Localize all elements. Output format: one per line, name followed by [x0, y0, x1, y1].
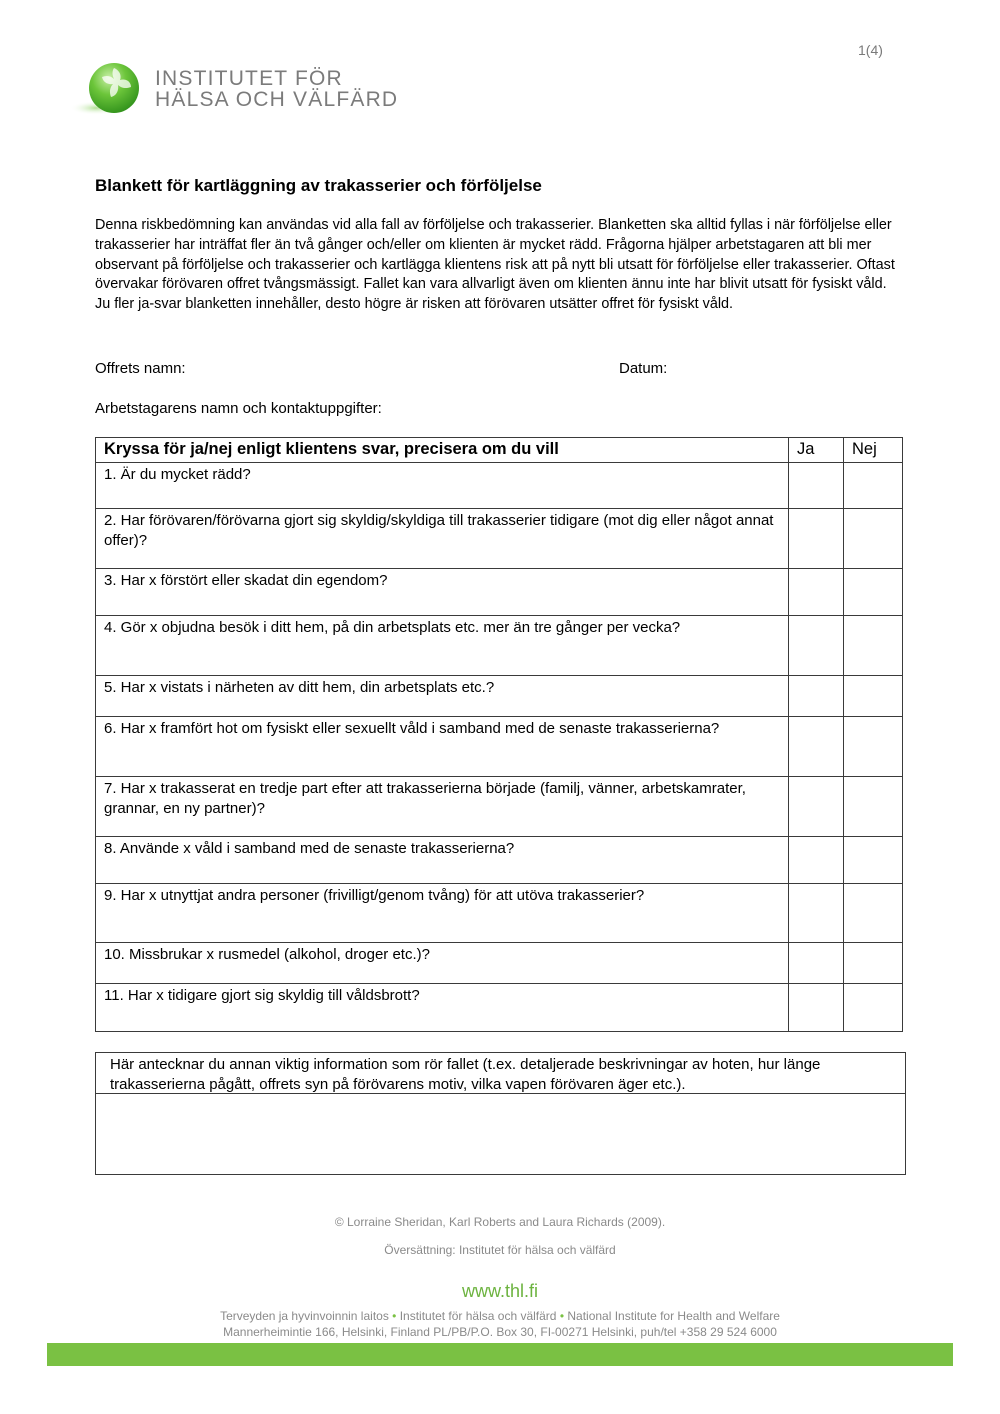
no-checkbox-cell[interactable] — [844, 837, 903, 884]
logo-line-2: HÄLSA OCH VÄLFÄRD — [155, 88, 399, 111]
worker-contact-label: Arbetstagarens namn och kontaktuppgifter: — [95, 400, 382, 417]
table-header-row — [96, 438, 903, 463]
question-row — [96, 463, 903, 509]
question-text: 10. Missbrukar x rusmedel (alkohol, droger etc.)? — [96, 943, 789, 984]
organization-names — [0, 1309, 1000, 1323]
question-row — [96, 943, 903, 984]
question-row — [96, 569, 903, 616]
no-checkbox-cell[interactable] — [844, 777, 903, 837]
date-label: Datum: — [619, 360, 668, 377]
website-link[interactable]: www.thl.fi — [461, 1281, 539, 1301]
question-text: 7. Har x trakasserat en tredje part efter att trakasserierna började (familj, vänner, arbetskamrater, grannar, en ny partner)? — [96, 777, 789, 837]
question-text: 4. Gör x objudna besök i ditt hem, på din arbetsplats etc. mer än tre gånger per vecka? — [96, 616, 789, 676]
question-row — [96, 837, 903, 884]
question-row — [96, 509, 903, 569]
no-checkbox-cell[interactable] — [844, 943, 903, 984]
postal-address: Mannerheimintie 166, Helsinki, Finland PL/PB/P.O. Box 30, FI-00271 Helsinki, puh/tel +358 29 524 6000 — [223, 1325, 777, 1339]
yes-column-header: Ja — [789, 438, 844, 463]
footer-green-bar — [47, 1343, 953, 1366]
question-text: 11. Har x tidigare gjort sig skyldig till våldsbrott? — [96, 984, 789, 1032]
page-number: 1(4) — [858, 42, 883, 58]
yes-checkbox-cell[interactable] — [789, 569, 844, 616]
separator-dot: • — [559, 1309, 565, 1323]
question-row — [96, 616, 903, 676]
document-title: Blankett för kartläggning av trakasserier och förföljelse — [95, 176, 542, 195]
no-checkbox-cell[interactable] — [844, 717, 903, 777]
org-name-sv: Institutet för hälsa och välfärd — [399, 1309, 557, 1323]
no-checkbox-cell[interactable] — [844, 616, 903, 676]
question-row — [96, 676, 903, 717]
institute-name — [155, 68, 398, 110]
no-checkbox-cell[interactable] — [844, 984, 903, 1032]
separator-dot: • — [392, 1309, 397, 1323]
victim-name-label: Offrets namn: — [95, 360, 186, 377]
no-checkbox-cell[interactable] — [844, 569, 903, 616]
no-checkbox-cell[interactable] — [844, 884, 903, 943]
worker-contact-field[interactable] — [420, 397, 900, 419]
org-name-fi: Terveyden ja hyvinvoinnin laitos — [220, 1309, 389, 1323]
notes-input[interactable] — [96, 1094, 909, 1176]
yes-checkbox-cell[interactable] — [789, 984, 844, 1032]
question-text: 6. Har x framfört hot om fysiskt eller sexuellt våld i samband med de senaste trakasserierna? — [96, 717, 789, 777]
victim-name-field[interactable] — [200, 357, 600, 379]
green-globe-leaf-icon — [70, 58, 150, 120]
yes-checkbox-cell[interactable] — [789, 717, 844, 777]
yes-checkbox-cell[interactable] — [789, 777, 844, 837]
yes-checkbox-cell[interactable] — [789, 616, 844, 676]
question-text: 9. Har x utnyttjat andra personer (frivilligt/genom tvång) för att utöva trakasserier? — [96, 884, 789, 943]
notes-box — [95, 1052, 906, 1175]
copyright-notice: © Lorraine Sheridan, Karl Roberts and Laura Richards (2009). — [334, 1215, 666, 1229]
question-row — [96, 717, 903, 777]
question-row — [96, 984, 903, 1032]
notes-prompt: Här antecknar du annan viktig information som rör fallet (t.ex. detaljerade beskrivningar av hoten, hur länge trakasserierna pågått, offrets syn på förövarens motiv, vilka vapen förövaren äger etc.). — [96, 1053, 905, 1094]
question-row — [96, 777, 903, 837]
yes-checkbox-cell[interactable] — [789, 676, 844, 717]
date-field[interactable] — [680, 357, 900, 379]
yes-checkbox-cell[interactable] — [789, 943, 844, 984]
question-text: 1. Är du mycket rädd? — [96, 463, 789, 509]
question-text: 8. Använde x våld i samband med de senaste trakasserierna? — [96, 837, 789, 884]
questionnaire-table — [95, 437, 903, 1032]
question-text: 3. Har x förstört eller skadat din egendom? — [96, 569, 789, 616]
question-column-header: Kryssa för ja/nej enligt klientens svar, precisera om du vill — [96, 438, 789, 463]
question-row — [96, 884, 903, 943]
logo-line-1: INSTITUTET FÖR — [155, 67, 343, 90]
yes-checkbox-cell[interactable] — [789, 837, 844, 884]
yes-checkbox-cell[interactable] — [789, 884, 844, 943]
intro-paragraph: Denna riskbedömning kan användas vid alla fall av förföljelse och trakasserier. Blanketten ska alltid fyllas i när förföljelse eller trakasserier har inträffat fler än två gånger och/eller om klienten är mycket rädd. Frågorna hjälper arbetstagaren att bli mer observant på förföljelse och trakasserier och kartlägga klientens risk att på nytt bli utsatt för förföljelse eller trakasserier. Oftast övervakar förövaren offret tvångsmässigt. Fallet kan vara allvarligt även om klienten ännu inte har blivit utsatt för fysiskt våld. Ju fler ja-svar blanketten innehåller, desto högre är risken att förövaren utsätter offret för fysiskt våld. — [95, 217, 895, 313]
question-text: 5. Har x vistats i närheten av ditt hem, din arbetsplats etc.? — [96, 676, 789, 717]
no-column-header: Nej — [844, 438, 903, 463]
no-checkbox-cell[interactable] — [844, 463, 903, 509]
yes-checkbox-cell[interactable] — [789, 509, 844, 569]
question-text: 2. Har förövaren/förövarna gjort sig skyldig/skyldiga till trakasserier tidigare (mot dig eller något annat offer)? — [96, 509, 789, 569]
no-checkbox-cell[interactable] — [844, 676, 903, 717]
translation-credit: Översättning: Institutet för hälsa och välfärd — [384, 1243, 616, 1257]
yes-checkbox-cell[interactable] — [789, 463, 844, 509]
no-checkbox-cell[interactable] — [844, 509, 903, 569]
org-name-en: National Institute for Health and Welfare — [567, 1309, 780, 1323]
